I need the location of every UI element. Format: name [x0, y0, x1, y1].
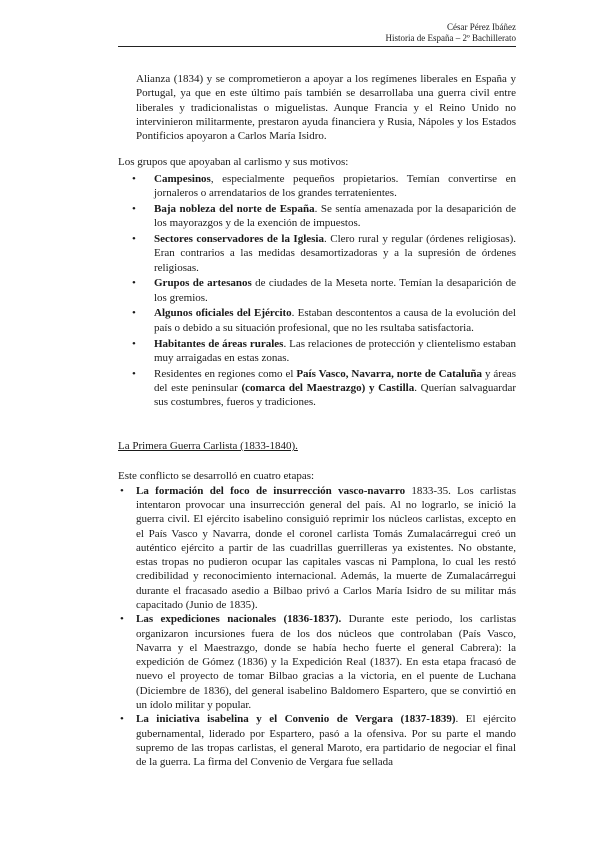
- list-item: [132, 367, 517, 410]
- item-bold: Baja nobleza del norte de España: [154, 202, 315, 215]
- list-item: [132, 276, 517, 305]
- list-item: [132, 202, 516, 231]
- page-header: [386, 22, 517, 44]
- document-body: [118, 72, 516, 770]
- item-bold: La formación del foco de insurrección vasco-navarro: [136, 484, 406, 497]
- bullet-icon: •: [132, 172, 136, 185]
- header-divider: [118, 46, 516, 47]
- item-text: . Clero rural y regular (órdenes religiosas). Eran contrarios a las medidas desamortizadoras y a la supresión de órdenes religiosas.: [154, 232, 517, 274]
- list-item: [132, 306, 516, 335]
- item-text: . Las relaciones de protección y clientelismo estaban muy arraigadas en estas zonas.: [154, 337, 516, 364]
- item-text: , especialmente pequeños propietarios. Temían convertirse en jornaleros o arrendatarios de los grandes terratenientes.: [154, 172, 516, 200]
- bullet-icon: •: [132, 232, 136, 245]
- stages-list: [118, 484, 516, 770]
- item-text: . El ejército gubernamental, liderado por Espartero, pasó a la ofensiva. Por su parte el mando supremo de las tropas carlistas, el general Maroto, era partidario de negociar el final de la guerra. La firma del Convenio de Vergara fue sellada: [136, 713, 516, 769]
- item-text: Durante este periodo, los carlistas organizaron incursiones fuera de los dos núcleos que controlaban (País Vasco, Navarra y el Maestrazgo, donde se había hecho fuerte el general Cabrera): la expedición de Gómez (1836) y la Expedición Real (1837). En esta etapa fracasó de nuevo el proyecto de tomar Bilbao gracias a la victoria, en el puente de Luchana (Diciembre de 1836), del general isabelino Baldomero Espartero, que se convirtió en un ídolo militar y popular.: [136, 613, 516, 712]
- item-bold: Campesinos: [154, 172, 211, 185]
- item-text: . Estaban descontentos a causa de la evolución del país o debido a su situación profesional, que no les rsultaba satisfactoria.: [154, 307, 516, 334]
- bullet-icon: •: [120, 713, 124, 726]
- header-course: Historia de España – 2º Bachillerato: [385, 33, 516, 43]
- item-text: Residentes en regiones como el: [154, 367, 297, 380]
- section-title: La Primera Guerra Carlista (1833-1840).: [118, 440, 298, 453]
- item-bold: Habitantes de áreas rurales: [154, 337, 284, 350]
- groups-list: [118, 172, 516, 410]
- list-item: [120, 484, 517, 613]
- intro-paragraph: Alianza (1834) y se comprometieron a apoyar a los regímenes liberales en España y Portugal, ya que en este último país también se desarrollaba una guerra civil entre liberales y tradicionalistas o miguelistas. Aunque Francia y el Reino Unido no intervinieron militarmente, prestaron ayuda financiera y Rusia, Nápoles y los Estados Pontificios apoyaron a Carlos María Isidro.: [136, 73, 516, 143]
- list-item: [132, 232, 517, 275]
- bullet-icon: •: [132, 307, 136, 320]
- item-bold: Las expediciones nacionales (1836-1837).: [136, 613, 342, 626]
- item-text: de ciudades de la Meseta norte. Temían la desaparición de los gremios.: [154, 277, 517, 304]
- bullet-icon: •: [132, 367, 136, 380]
- list-item: [120, 712, 516, 769]
- item-text: . Querían salvaguardar sus costumbres, fueros y tradiciones.: [154, 381, 516, 409]
- item-bold: La iniciativa isabelina y el Convenio de Vergara (1837-1839): [136, 713, 456, 726]
- bullet-icon: •: [120, 613, 124, 626]
- item-text: y áreas del este peninsular: [154, 367, 517, 394]
- list-item: [132, 172, 516, 201]
- item-bold: Sectores conservadores de la Iglesia: [154, 232, 324, 245]
- item-bold: País Vasco, Navarra, norte de Cataluña: [296, 367, 483, 380]
- groups-heading: Los grupos que apoyaban al carlismo y sus motivos:: [118, 156, 349, 169]
- list-item: [120, 612, 516, 712]
- stages-intro: Este conflicto se desarrolló en cuatro etapas:: [118, 470, 315, 483]
- header-author: César Pérez Ibáñez: [447, 22, 516, 32]
- bullet-icon: •: [132, 277, 136, 290]
- item-bold: Grupos de artesanos: [154, 277, 252, 290]
- item-text: . Se sentía amenazada por la desaparición de los mayorazgos y de la exención de impuestos.: [154, 202, 516, 230]
- bullet-icon: •: [132, 337, 136, 350]
- bullet-icon: •: [120, 484, 124, 497]
- item-text: 1833-35. Los carlistas intentaron provocar una insurrección general del país. Al no lograrlo, se inició la guerra civil. El ejército isabelino consiguió reprimir los núcleos carlistas, excepto en el País Vasco y Navarra, donde el coronel carlista Tomás Zumalacárregui creó un auténtico ejército a partir de las cuadrillas guerrilleras ya existentes. No obstante, estas tropas no pudieron ocupar las capitales vascas ni Pamplona, lo cual les restó credibilidad y reconocimiento internacional. Además, la muerte de Zumalacárregui durante el fracasado asedio a Bilbao privó a Carlos María Isidro de su militar más capacitado (Junio de 1835).: [136, 484, 517, 611]
- item-bold: (comarca del Maestrazgo) y Castilla: [241, 381, 415, 394]
- item-bold: Algunos oficiales del Ejército: [154, 307, 292, 320]
- list-item: [132, 337, 516, 366]
- bullet-icon: •: [132, 202, 136, 215]
